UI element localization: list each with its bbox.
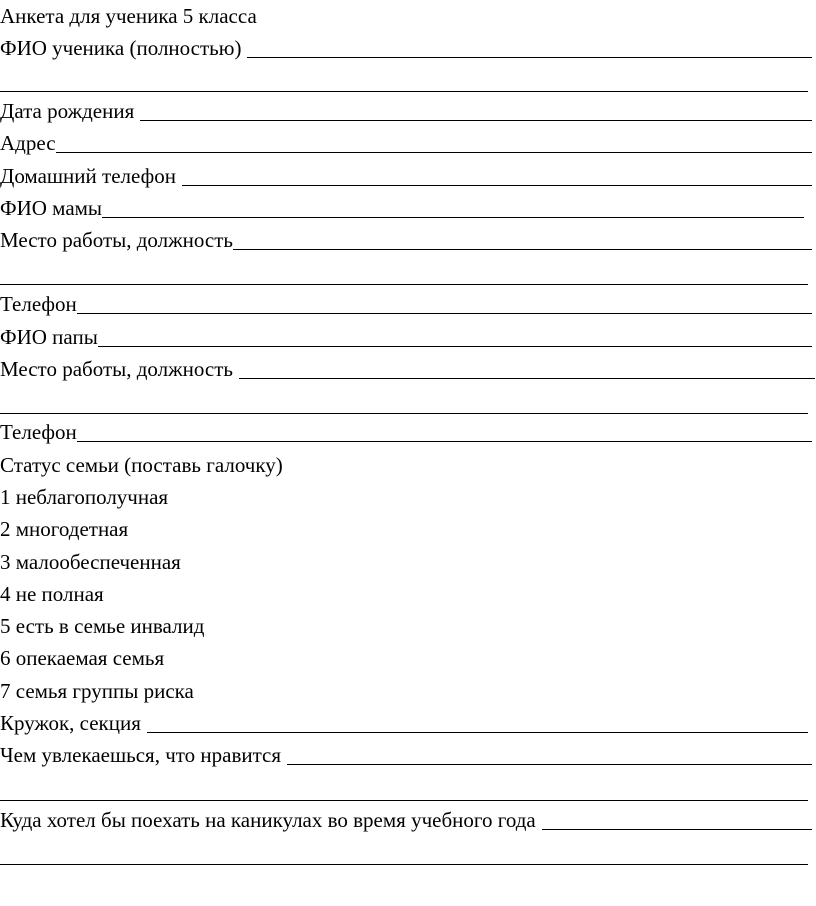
status-option[interactable] xyxy=(0,513,812,545)
hobby-field[interactable] xyxy=(287,764,812,765)
mother-phone-row xyxy=(0,288,812,320)
status-option-label: 6 опекаемая семья xyxy=(0,646,165,670)
mother-work-field[interactable] xyxy=(233,249,812,250)
father-work-field[interactable] xyxy=(239,378,815,379)
status-option-label: 5 есть в семье инвалид xyxy=(0,614,205,638)
home-phone-field[interactable] xyxy=(182,185,812,186)
birth-date-field[interactable] xyxy=(140,120,812,121)
student-name-row xyxy=(0,32,812,64)
father-phone-row xyxy=(0,416,812,448)
status-option[interactable] xyxy=(0,578,812,610)
student-name-field-line2[interactable] xyxy=(0,91,808,92)
mother-work-field-line2[interactable] xyxy=(0,284,808,285)
mother-phone-field[interactable] xyxy=(77,313,812,314)
club-field[interactable] xyxy=(147,732,808,733)
father-name-row xyxy=(0,321,812,353)
address-field[interactable] xyxy=(56,152,812,153)
father-name-label: ФИО папы xyxy=(0,325,98,349)
address-row xyxy=(0,127,812,159)
status-option-label: 4 не полная xyxy=(0,582,104,606)
form-title-text: Анкета для ученика 5 класса xyxy=(0,4,257,28)
mother-name-row xyxy=(0,192,804,224)
status-option[interactable] xyxy=(0,481,812,513)
status-option-label: 2 многодетная xyxy=(0,517,129,541)
hobby-row xyxy=(0,739,812,771)
family-status-row xyxy=(0,449,812,481)
family-status-label: Статус семьи (поставь галочку) xyxy=(0,453,283,477)
vacation-label: Куда хотел бы поехать на каникулах во время учебного года xyxy=(0,808,536,832)
hobby-field-line2[interactable] xyxy=(0,800,808,801)
club-label: Кружок, секция xyxy=(0,711,141,735)
vacation-field-line2[interactable] xyxy=(0,864,808,865)
status-option-label: 3 малообеспеченная xyxy=(0,550,181,574)
vacation-row xyxy=(0,804,812,836)
status-option[interactable] xyxy=(0,546,812,578)
father-work-row xyxy=(0,353,815,385)
mother-work-row xyxy=(0,224,812,256)
club-row xyxy=(0,707,808,739)
mother-name-label: ФИО мамы xyxy=(0,196,103,220)
status-option[interactable] xyxy=(0,610,812,642)
address-label: Адрес xyxy=(0,131,56,155)
form-title xyxy=(0,0,816,32)
mother-name-field[interactable] xyxy=(102,217,804,218)
father-name-field[interactable] xyxy=(98,346,812,347)
hobby-label: Чем увлекаешься, что нравится xyxy=(0,743,282,767)
status-option-label: 1 неблагополучная xyxy=(0,485,169,509)
home-phone-row xyxy=(0,160,812,192)
birth-date-row xyxy=(0,95,812,127)
father-work-label: Место работы, должность xyxy=(0,357,233,381)
vacation-field[interactable] xyxy=(542,829,812,830)
mother-work-label: Место работы, должность xyxy=(0,228,233,252)
student-name-field[interactable] xyxy=(247,57,812,58)
mother-phone-label: Телефон xyxy=(0,292,77,316)
status-option[interactable] xyxy=(0,642,812,674)
father-phone-field[interactable] xyxy=(77,441,812,442)
father-phone-label: Телефон xyxy=(0,420,77,444)
birth-date-label: Дата рождения xyxy=(0,99,135,123)
status-option-label: 7 семья группы риска xyxy=(0,679,194,703)
home-phone-label: Домашний телефон xyxy=(0,164,176,188)
status-option[interactable] xyxy=(0,675,812,707)
student-name-label: ФИО ученика (полностью) xyxy=(0,36,242,60)
father-work-field-line2[interactable] xyxy=(0,413,808,414)
